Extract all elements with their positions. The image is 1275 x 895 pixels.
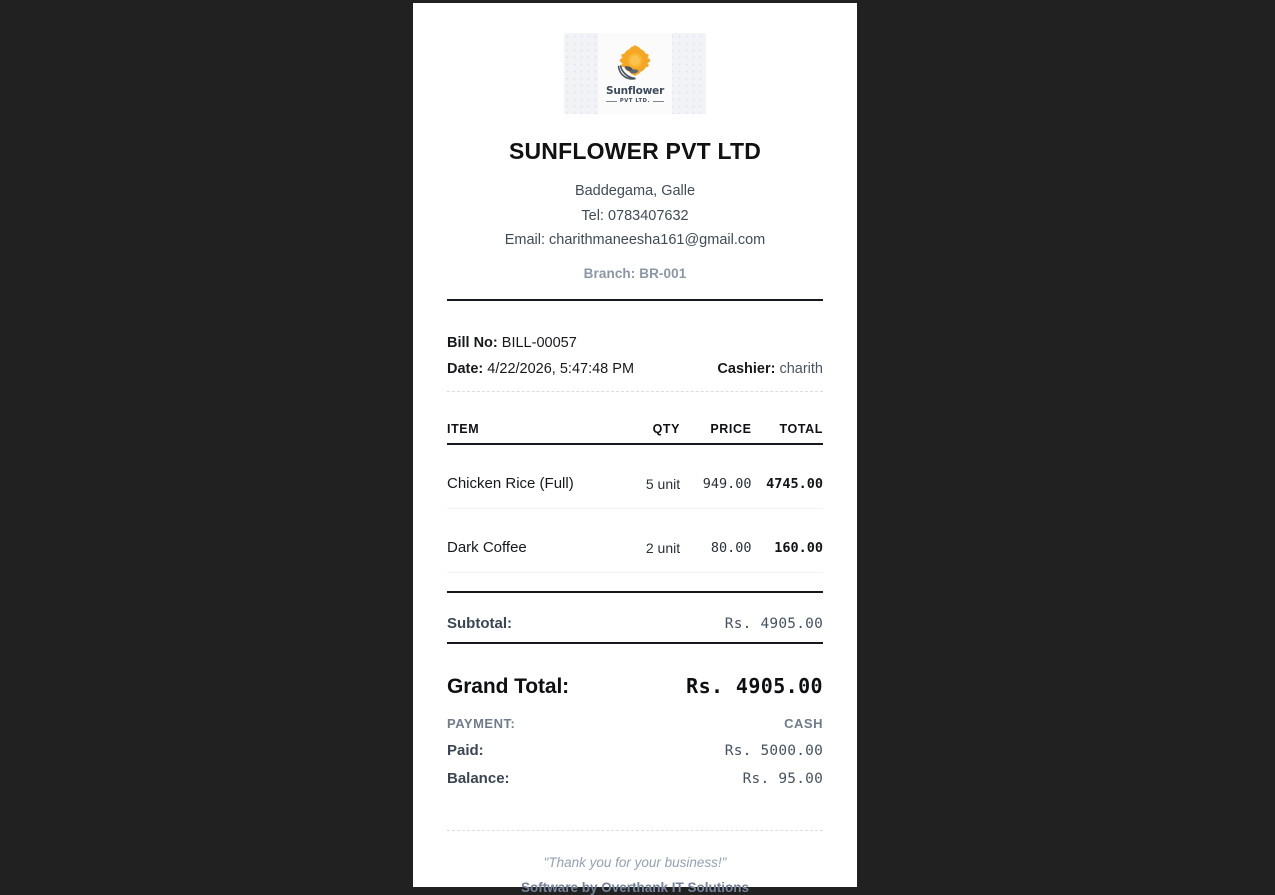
shop-address: Baddegama, Galle	[574, 182, 696, 199]
items-header-row	[447, 422, 823, 444]
shop-telephone: Tel: 0783407632	[581, 207, 689, 224]
subtotal-value: Rs. 4905.00	[724, 616, 823, 633]
receipt-footer	[447, 855, 823, 895]
bill-meta	[447, 331, 823, 382]
logo-tagline: PVT LTD.	[619, 97, 651, 104]
balance-value: Rs. 95.00	[742, 771, 823, 788]
receipt-body	[413, 281, 857, 895]
subtotal-rule-wrap	[447, 642, 823, 644]
column-header-qty: QTY	[609, 422, 680, 444]
cashier	[717, 357, 823, 382]
item-price: 80.00	[680, 509, 751, 573]
bill-no	[447, 331, 577, 356]
bill-no-label: Bill No:	[447, 335, 498, 352]
balance-row	[447, 770, 823, 787]
logo-wordmark: Sunflower	[605, 85, 665, 98]
bill-no-row	[447, 331, 823, 356]
date-label: Date:	[447, 360, 484, 377]
grand-total-label: Grand Total:	[447, 675, 570, 699]
logo-inner	[598, 33, 672, 114]
column-header-total: TOTAL	[752, 422, 823, 444]
paid-label: Paid:	[447, 742, 484, 760]
shop-email: Email: charithmaneesha161@gmail.com	[504, 232, 766, 249]
balance-label: Balance:	[447, 770, 510, 788]
divider-header	[447, 299, 823, 301]
item-total: 4745.00	[752, 444, 823, 509]
column-header-price: PRICE	[680, 422, 751, 444]
items-table-body	[447, 444, 823, 573]
date-value: 4/22/2026, 5:47:48 PM	[487, 360, 635, 377]
items-table-head	[447, 422, 823, 444]
paid-value: Rs. 5000.00	[724, 743, 823, 760]
software-credit: Software by Overthank IT Solutions	[520, 880, 750, 895]
branch-label: Branch: BR-001	[583, 266, 687, 282]
item-total: 160.00	[752, 509, 823, 573]
payment-method: CASH	[784, 716, 823, 732]
payment-label: PAYMENT:	[447, 716, 516, 732]
bill-date	[447, 357, 634, 382]
logo-rule-left	[606, 101, 617, 102]
item-name: Dark Coffee	[447, 509, 609, 573]
subtotal-row	[447, 615, 823, 632]
divider-footer	[447, 830, 823, 831]
date-cashier-row	[447, 357, 823, 382]
item-name: Chicken Rice (Full)	[447, 444, 609, 509]
item-price: 949.00	[680, 444, 751, 509]
logo-tagline-row	[606, 99, 664, 104]
column-header-item: ITEM	[447, 422, 609, 444]
logo-area	[413, 3, 857, 114]
divider-subtotal	[447, 642, 823, 644]
item-qty: 2 unit	[609, 509, 680, 573]
logo-rule-right	[653, 101, 664, 102]
item-qty: 5 unit	[609, 444, 680, 509]
table-row	[447, 509, 823, 573]
cashier-label: Cashier:	[717, 360, 776, 377]
footer-rule-wrap	[447, 830, 823, 831]
subtotal-label: Subtotal:	[447, 615, 512, 633]
thank-you-message: "Thank you for your business!"	[543, 855, 727, 871]
divider-items	[447, 591, 823, 593]
grand-total-row	[447, 674, 823, 699]
items-bottom-rule-wrap	[447, 591, 823, 593]
shop-name: SUNFLOWER PVT LTD	[508, 138, 762, 164]
divider-meta	[447, 391, 823, 392]
items-table	[447, 422, 823, 573]
paid-row	[447, 742, 823, 759]
logo-plate	[564, 33, 706, 114]
bill-no-value: BILL-00057	[501, 335, 577, 352]
cashier-value: charith	[779, 360, 823, 377]
table-row	[447, 444, 823, 509]
receipt-panel	[413, 3, 857, 895]
payment-row	[447, 716, 823, 731]
grand-total-value: Rs. 4905.00	[686, 674, 823, 699]
sunflower-icon	[612, 45, 658, 85]
